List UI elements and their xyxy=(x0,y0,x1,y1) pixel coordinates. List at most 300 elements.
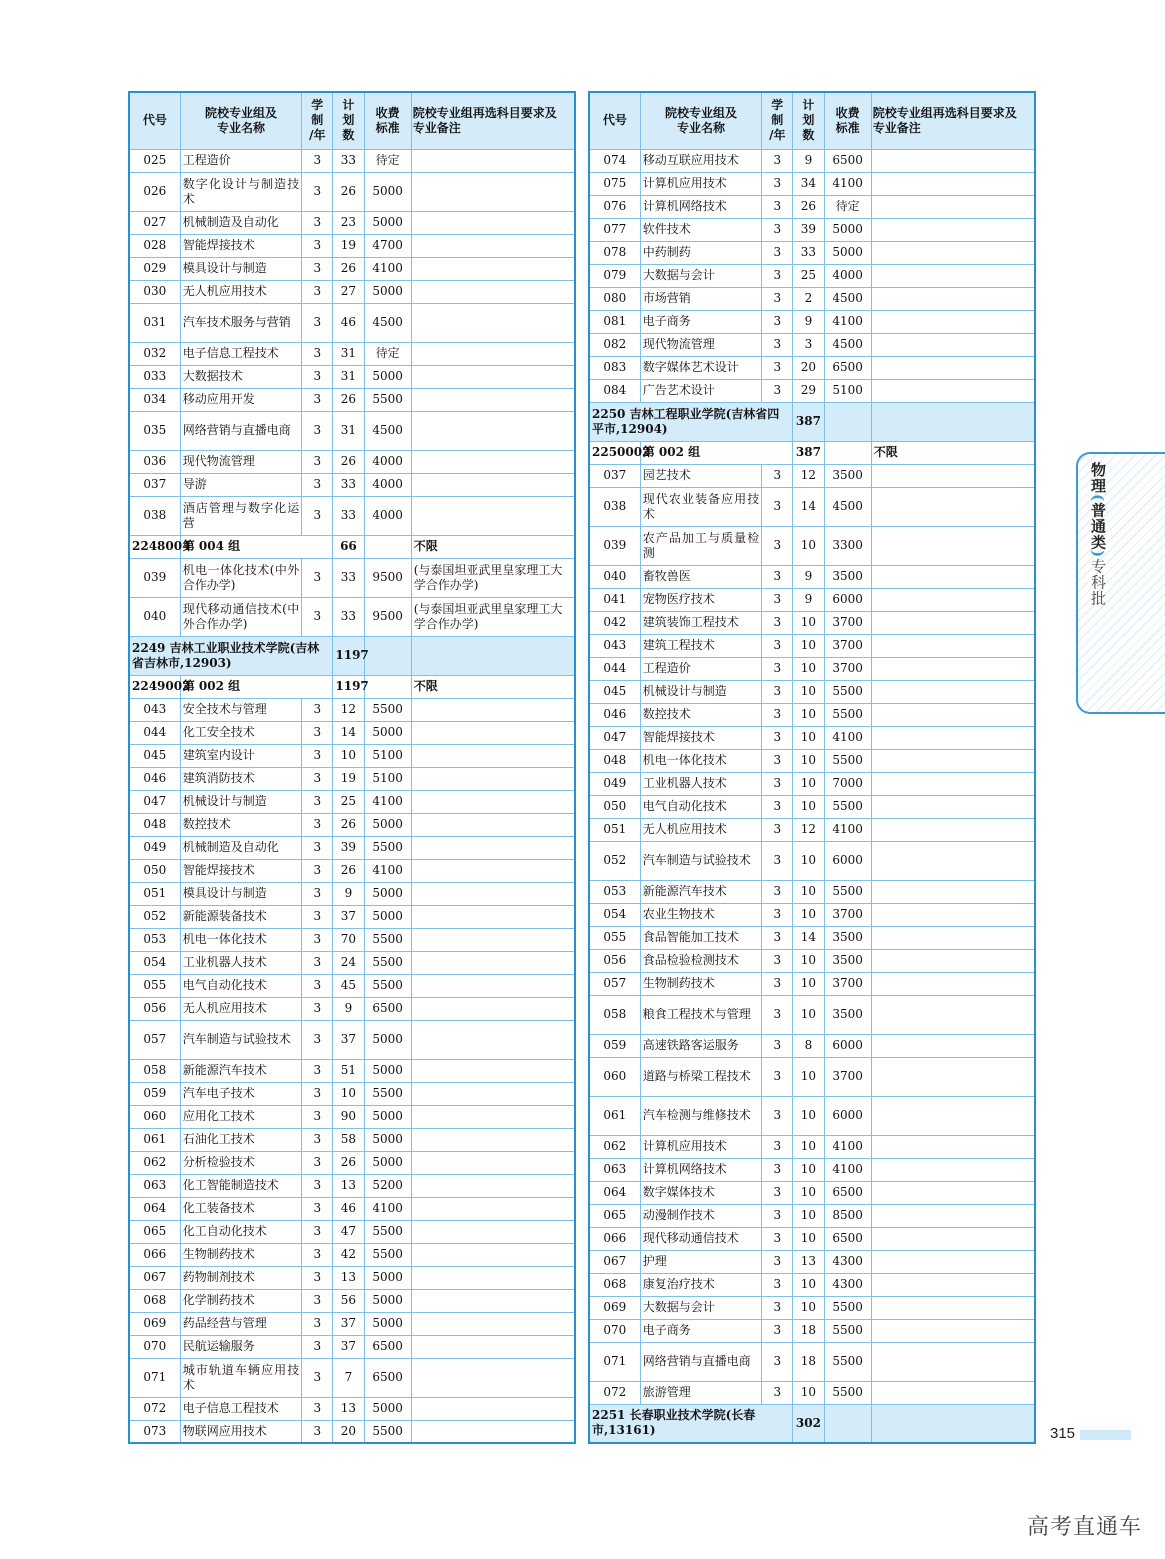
major-name: 无人机应用技术 xyxy=(180,280,302,303)
major-name: 数控技术 xyxy=(640,703,762,726)
major-name: 网络营销与直播电商 xyxy=(180,411,302,450)
major-years: 3 xyxy=(302,365,333,388)
major-code: 044 xyxy=(589,657,640,680)
major-note xyxy=(871,1319,1035,1342)
major-code: 062 xyxy=(589,1135,640,1158)
group-plan: 387 xyxy=(793,441,824,464)
major-years: 3 xyxy=(302,1420,333,1443)
major-years: 3 xyxy=(302,257,333,280)
major-plan: 14 xyxy=(793,926,824,949)
header-fee: 收费 标准 xyxy=(364,92,411,149)
major-name: 计算机应用技术 xyxy=(640,172,762,195)
major-note xyxy=(411,257,575,280)
major-fee: 3500 xyxy=(824,995,871,1034)
major-code: 056 xyxy=(589,949,640,972)
major-name: 生物制药技术 xyxy=(180,1243,302,1266)
major-note xyxy=(411,1128,575,1151)
major-row xyxy=(589,588,1035,611)
major-plan: 9 xyxy=(793,565,824,588)
major-code: 052 xyxy=(589,841,640,880)
major-code: 067 xyxy=(589,1250,640,1273)
major-name: 汽车制造与试验技术 xyxy=(640,841,762,880)
major-row xyxy=(589,356,1035,379)
major-fee: 4500 xyxy=(364,303,411,342)
major-note xyxy=(871,772,1035,795)
major-name: 粮食工程技术与管理 xyxy=(640,995,762,1034)
major-fee: 6000 xyxy=(824,1096,871,1135)
major-note xyxy=(871,634,1035,657)
major-note xyxy=(871,949,1035,972)
major-years: 3 xyxy=(302,790,333,813)
major-name: 模具设计与制造 xyxy=(180,257,302,280)
major-note xyxy=(411,303,575,342)
major-years: 3 xyxy=(762,926,793,949)
group-fee xyxy=(364,535,411,558)
major-code: 026 xyxy=(129,172,180,211)
major-plan: 37 xyxy=(333,1312,364,1335)
major-years: 3 xyxy=(302,473,333,496)
major-note xyxy=(871,526,1035,565)
major-fee: 5500 xyxy=(364,974,411,997)
major-plan: 10 xyxy=(793,526,824,565)
major-plan: 10 xyxy=(793,726,824,749)
major-note xyxy=(411,1243,575,1266)
major-code: 038 xyxy=(129,496,180,535)
group-note: 不限 xyxy=(871,441,1035,464)
major-name: 工业机器人技术 xyxy=(640,772,762,795)
major-code: 027 xyxy=(129,211,180,234)
major-fee: 5000 xyxy=(364,280,411,303)
batch-label: 专科批 xyxy=(1089,558,1107,607)
major-name: 畜牧兽医 xyxy=(640,565,762,588)
major-plan: 10 xyxy=(793,949,824,972)
major-years: 3 xyxy=(762,657,793,680)
major-row xyxy=(589,657,1035,680)
header-code: 代号 xyxy=(129,92,180,149)
major-name: 软件技术 xyxy=(640,218,762,241)
major-years: 3 xyxy=(302,1105,333,1128)
major-row xyxy=(589,1204,1035,1227)
school-fee xyxy=(824,402,871,441)
major-plan: 45 xyxy=(333,974,364,997)
major-fee: 5000 xyxy=(364,1128,411,1151)
major-fee: 待定 xyxy=(824,195,871,218)
major-plan: 10 xyxy=(793,1096,824,1135)
major-fee: 5000 xyxy=(364,1059,411,1082)
major-row xyxy=(589,264,1035,287)
major-row xyxy=(589,565,1035,588)
major-name: 城市轨道车辆应用技术 xyxy=(180,1358,302,1397)
major-name: 机械设计与制造 xyxy=(640,680,762,703)
major-note xyxy=(871,1057,1035,1096)
major-note xyxy=(411,211,575,234)
group-name: 第 002 组 xyxy=(180,675,333,698)
major-row xyxy=(589,1227,1035,1250)
major-note xyxy=(871,1204,1035,1227)
major-note xyxy=(871,680,1035,703)
major-fee: 5500 xyxy=(824,680,871,703)
major-years: 3 xyxy=(302,951,333,974)
group-note: 不限 xyxy=(411,675,575,698)
major-plan: 10 xyxy=(793,880,824,903)
major-name: 市场营销 xyxy=(640,287,762,310)
major-name: 电子信息工程技术 xyxy=(180,1397,302,1420)
major-note xyxy=(411,951,575,974)
major-plan: 10 xyxy=(793,680,824,703)
major-fee: 5000 xyxy=(364,813,411,836)
major-note xyxy=(871,749,1035,772)
major-name: 电气自动化技术 xyxy=(640,795,762,818)
major-years: 3 xyxy=(762,795,793,818)
major-plan: 33 xyxy=(333,473,364,496)
major-code: 083 xyxy=(589,356,640,379)
major-row xyxy=(129,1358,575,1397)
major-years: 3 xyxy=(762,588,793,611)
major-row xyxy=(129,234,575,257)
major-plan: 25 xyxy=(333,790,364,813)
major-code: 039 xyxy=(589,526,640,565)
major-fee: 4500 xyxy=(824,487,871,526)
section-label xyxy=(1088,462,1108,606)
major-name: 机电一体化技术 xyxy=(640,749,762,772)
major-name: 数字媒体艺术设计 xyxy=(640,356,762,379)
major-name: 建筑装饰工程技术 xyxy=(640,611,762,634)
major-years: 3 xyxy=(302,496,333,535)
major-note xyxy=(411,1266,575,1289)
major-note xyxy=(411,698,575,721)
major-row xyxy=(589,995,1035,1034)
major-fee: 4100 xyxy=(364,790,411,813)
major-row xyxy=(589,464,1035,487)
major-row xyxy=(589,926,1035,949)
major-years: 3 xyxy=(762,1250,793,1273)
major-plan: 26 xyxy=(793,195,824,218)
major-row xyxy=(589,680,1035,703)
major-note xyxy=(871,149,1035,172)
major-row xyxy=(589,287,1035,310)
major-note xyxy=(411,836,575,859)
major-plan: 10 xyxy=(793,795,824,818)
major-row xyxy=(129,1059,575,1082)
major-name: 网络营销与直播电商 xyxy=(640,1342,762,1381)
major-row xyxy=(129,905,575,928)
major-name: 机械制造及自动化 xyxy=(180,211,302,234)
major-name: 工业机器人技术 xyxy=(180,951,302,974)
major-code: 043 xyxy=(129,698,180,721)
header-name: 院校专业组及 专业名称 xyxy=(640,92,762,149)
header-years: 学 制 /年 xyxy=(302,92,333,149)
major-note xyxy=(411,342,575,365)
major-years: 3 xyxy=(762,1227,793,1250)
major-name: 食品检验检测技术 xyxy=(640,949,762,972)
major-code: 048 xyxy=(589,749,640,772)
major-fee: 5000 xyxy=(364,721,411,744)
major-row xyxy=(589,172,1035,195)
major-row xyxy=(589,749,1035,772)
major-fee: 4100 xyxy=(824,172,871,195)
major-years: 3 xyxy=(302,997,333,1020)
major-years: 3 xyxy=(302,342,333,365)
major-code: 072 xyxy=(589,1381,640,1404)
major-years: 3 xyxy=(762,880,793,903)
major-plan: 26 xyxy=(333,388,364,411)
major-years: 3 xyxy=(302,1289,333,1312)
major-plan: 56 xyxy=(333,1289,364,1312)
major-note xyxy=(411,450,575,473)
major-row xyxy=(589,726,1035,749)
school-name: 2251 长春职业技术学院(长春市,13161) xyxy=(589,1404,793,1443)
major-code: 058 xyxy=(589,995,640,1034)
major-note xyxy=(411,1289,575,1312)
major-code: 032 xyxy=(129,342,180,365)
major-note xyxy=(871,1135,1035,1158)
major-fee: 5500 xyxy=(364,1082,411,1105)
major-fee: 6000 xyxy=(824,841,871,880)
major-note xyxy=(871,195,1035,218)
major-plan: 26 xyxy=(333,450,364,473)
major-code: 046 xyxy=(129,767,180,790)
header-note: 院校专业组再选科目要求及 专业备注 xyxy=(871,92,1035,149)
major-name: 汽车技术服务与营销 xyxy=(180,303,302,342)
major-code: 070 xyxy=(589,1319,640,1342)
major-note xyxy=(411,1020,575,1059)
major-note xyxy=(871,818,1035,841)
major-code: 070 xyxy=(129,1335,180,1358)
major-plan: 20 xyxy=(793,356,824,379)
major-plan: 9 xyxy=(333,997,364,1020)
major-row xyxy=(589,310,1035,333)
major-code: 051 xyxy=(129,882,180,905)
major-code: 065 xyxy=(129,1220,180,1243)
major-years: 3 xyxy=(762,379,793,402)
major-plan: 33 xyxy=(333,149,364,172)
major-note xyxy=(411,172,575,211)
major-plan: 3 xyxy=(793,333,824,356)
major-years: 3 xyxy=(302,1059,333,1082)
major-note xyxy=(411,1151,575,1174)
major-row xyxy=(129,1420,575,1443)
major-years: 3 xyxy=(302,1397,333,1420)
major-plan: 10 xyxy=(333,744,364,767)
major-name: 新能源装备技术 xyxy=(180,905,302,928)
major-fee: 5000 xyxy=(364,172,411,211)
major-row xyxy=(129,365,575,388)
major-code: 081 xyxy=(589,310,640,333)
major-code: 084 xyxy=(589,379,640,402)
major-plan: 10 xyxy=(793,1204,824,1227)
school-note xyxy=(871,402,1035,441)
school-plan: 1197 xyxy=(333,636,364,675)
major-fee: 5500 xyxy=(824,1319,871,1342)
major-note xyxy=(411,767,575,790)
major-plan: 26 xyxy=(333,813,364,836)
watermark: 高考直通车 xyxy=(1027,1515,1143,1540)
major-fee: 5000 xyxy=(364,1105,411,1128)
major-years: 3 xyxy=(302,905,333,928)
school-note xyxy=(871,1404,1035,1443)
major-plan: 13 xyxy=(333,1397,364,1420)
major-name: 无人机应用技术 xyxy=(180,997,302,1020)
major-row xyxy=(129,473,575,496)
major-fee: 5000 xyxy=(824,218,871,241)
major-row xyxy=(129,257,575,280)
major-note xyxy=(411,473,575,496)
major-code: 049 xyxy=(129,836,180,859)
major-row xyxy=(589,1158,1035,1181)
major-fee: 5200 xyxy=(364,1174,411,1197)
major-plan: 24 xyxy=(333,951,364,974)
major-note xyxy=(411,1220,575,1243)
major-plan: 14 xyxy=(333,721,364,744)
major-code: 039 xyxy=(129,558,180,597)
major-plan: 10 xyxy=(793,1181,824,1204)
school-plan: 302 xyxy=(793,1404,824,1443)
major-fee: 8500 xyxy=(824,1204,871,1227)
major-plan: 34 xyxy=(793,172,824,195)
major-years: 3 xyxy=(762,1158,793,1181)
major-name: 机械制造及自动化 xyxy=(180,836,302,859)
major-years: 3 xyxy=(762,1057,793,1096)
major-fee: 6500 xyxy=(364,1335,411,1358)
major-note xyxy=(411,1197,575,1220)
major-row xyxy=(589,1296,1035,1319)
major-plan: 31 xyxy=(333,411,364,450)
major-note xyxy=(411,411,575,450)
major-row xyxy=(129,149,575,172)
major-years: 3 xyxy=(302,1020,333,1059)
major-code: 071 xyxy=(589,1342,640,1381)
major-code: 063 xyxy=(129,1174,180,1197)
major-fee: 4500 xyxy=(364,411,411,450)
major-row xyxy=(129,744,575,767)
major-fee: 6500 xyxy=(824,356,871,379)
major-years: 3 xyxy=(762,680,793,703)
major-row xyxy=(589,379,1035,402)
major-row xyxy=(589,1342,1035,1381)
major-code: 033 xyxy=(129,365,180,388)
major-plan: 9 xyxy=(333,882,364,905)
major-plan: 70 xyxy=(333,928,364,951)
major-plan: 13 xyxy=(793,1250,824,1273)
major-note xyxy=(871,287,1035,310)
major-name: 安全技术与管理 xyxy=(180,698,302,721)
group-code: 2249002 xyxy=(129,675,180,698)
major-name: 建筑工程技术 xyxy=(640,634,762,657)
major-note xyxy=(411,928,575,951)
major-plan: 39 xyxy=(333,836,364,859)
major-name: 民航运输服务 xyxy=(180,1335,302,1358)
major-plan: 58 xyxy=(333,1128,364,1151)
major-fee: 4100 xyxy=(824,1135,871,1158)
major-note xyxy=(411,496,575,535)
major-years: 3 xyxy=(762,565,793,588)
major-name: 现代物流管理 xyxy=(640,333,762,356)
major-name: 汽车检测与维修技术 xyxy=(640,1096,762,1135)
major-plan: 37 xyxy=(333,1020,364,1059)
major-row xyxy=(589,972,1035,995)
major-name: 药物制剂技术 xyxy=(180,1266,302,1289)
major-code: 061 xyxy=(589,1096,640,1135)
major-years: 3 xyxy=(762,634,793,657)
major-years: 3 xyxy=(762,1096,793,1135)
major-row xyxy=(589,903,1035,926)
major-fee: 3500 xyxy=(824,565,871,588)
major-fee: 5000 xyxy=(364,1312,411,1335)
major-name: 导游 xyxy=(180,473,302,496)
major-years: 3 xyxy=(762,264,793,287)
major-row xyxy=(589,1319,1035,1342)
group-fee xyxy=(824,441,871,464)
major-fee: 5000 xyxy=(824,241,871,264)
major-fee: 5100 xyxy=(364,767,411,790)
major-code: 060 xyxy=(589,1057,640,1096)
major-name: 电子商务 xyxy=(640,1319,762,1342)
major-name: 化工安全技术 xyxy=(180,721,302,744)
major-years: 3 xyxy=(762,149,793,172)
major-row xyxy=(129,1174,575,1197)
major-name: 电子信息工程技术 xyxy=(180,342,302,365)
major-fee: 5500 xyxy=(364,951,411,974)
major-years: 3 xyxy=(762,703,793,726)
major-fee: 6500 xyxy=(364,1358,411,1397)
major-code: 055 xyxy=(129,974,180,997)
major-row xyxy=(129,974,575,997)
major-row xyxy=(589,1034,1035,1057)
major-code: 069 xyxy=(589,1296,640,1319)
major-row xyxy=(129,558,575,597)
major-row xyxy=(589,841,1035,880)
major-fee: 待定 xyxy=(364,149,411,172)
group-name: 第 004 组 xyxy=(180,535,333,558)
major-fee: 3700 xyxy=(824,657,871,680)
major-row xyxy=(129,1266,575,1289)
header-plan: 计 划 数 xyxy=(333,92,364,149)
major-fee: 7000 xyxy=(824,772,871,795)
major-fee: 6500 xyxy=(824,1181,871,1204)
major-name: 现代移动通信技术 xyxy=(640,1227,762,1250)
major-fee: 4100 xyxy=(364,859,411,882)
major-code: 035 xyxy=(129,411,180,450)
major-note xyxy=(871,1342,1035,1381)
major-note xyxy=(411,1059,575,1082)
major-years: 3 xyxy=(302,558,333,597)
major-name: 智能焊接技术 xyxy=(180,859,302,882)
major-note xyxy=(871,1158,1035,1181)
major-code: 048 xyxy=(129,813,180,836)
major-row xyxy=(589,880,1035,903)
major-plan: 33 xyxy=(333,597,364,636)
right-admission-table xyxy=(588,91,1036,1444)
major-years: 3 xyxy=(762,218,793,241)
major-code: 061 xyxy=(129,1128,180,1151)
major-years: 3 xyxy=(762,949,793,972)
major-fee: 5500 xyxy=(364,1420,411,1443)
table-header-row xyxy=(129,92,575,149)
school-name: 2249 吉林工业职业技术学院(吉林省吉林市,12903) xyxy=(129,636,333,675)
major-row xyxy=(589,1057,1035,1096)
major-plan: 26 xyxy=(333,257,364,280)
major-fee: 3700 xyxy=(824,903,871,926)
major-name: 机电一体化技术 xyxy=(180,928,302,951)
major-row xyxy=(129,1397,575,1420)
major-years: 3 xyxy=(762,749,793,772)
major-plan: 10 xyxy=(793,972,824,995)
major-fee: 3300 xyxy=(824,526,871,565)
school-fee xyxy=(824,1404,871,1443)
major-plan: 18 xyxy=(793,1342,824,1381)
group-row xyxy=(589,441,1035,464)
major-code: 045 xyxy=(589,680,640,703)
